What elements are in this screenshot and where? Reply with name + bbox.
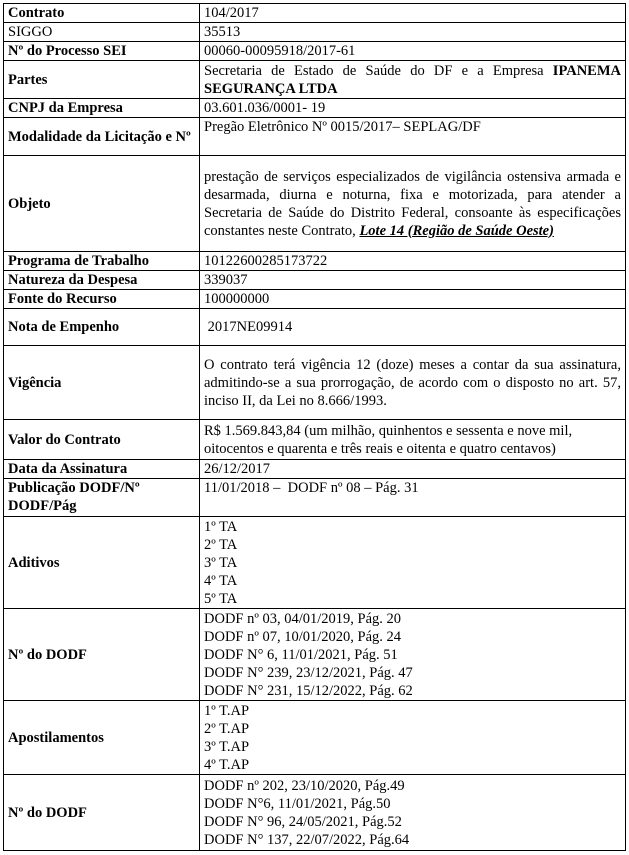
value-cnpj: 03.601.036/0001- 19: [200, 99, 626, 118]
label-apostilamentos: Apostilamentos: [4, 701, 200, 775]
value-empenho: 2017NE09914: [200, 309, 626, 346]
value-dodf-apostilamentos: [200, 775, 626, 851]
value-processo: 00060-00095918/2017-61: [200, 42, 626, 61]
value-siggo: 35513: [200, 23, 626, 42]
label-natureza: Natureza da Despesa: [4, 271, 200, 290]
value-partes: [200, 61, 626, 99]
row-objeto: [4, 156, 626, 252]
aditivo-item: 3º TA: [204, 554, 238, 571]
dodf-aditivo-item: DODF nº 03, 04/01/2019, Pág. 20: [204, 610, 402, 627]
apostilamento-item: 4º T.AP: [204, 756, 250, 773]
dodf-aditivo-item: DODF nº 07, 10/01/2020, Pág. 24: [204, 628, 402, 645]
label-programa: Programa de Trabalho: [4, 252, 200, 271]
label-dodf-apostilamentos: Nº do DODF: [4, 775, 200, 851]
row-fonte: [4, 290, 626, 309]
value-data-assinatura: 26/12/2017: [200, 460, 626, 479]
row-programa: [4, 252, 626, 271]
dodf-apostilamento-item: DODF nº 202, 23/10/2020, Pág.49: [204, 777, 405, 794]
dodf-aditivo-item: DODF N° 239, 23/12/2021, Pág. 47: [204, 664, 413, 681]
label-partes: Partes: [4, 61, 200, 99]
value-objeto: [200, 156, 626, 252]
contract-table: [3, 3, 626, 851]
label-objeto: Objeto: [4, 156, 200, 252]
row-cnpj: [4, 99, 626, 118]
partes-company: IPANEMA SEGURANÇA LTDA: [204, 62, 621, 97]
objeto-lote: Lote 14 (Região de Saúde Oeste): [359, 222, 554, 239]
row-valor: [4, 420, 626, 460]
apostilamento-item: 2º T.AP: [204, 720, 250, 737]
label-modalidade: Modalidade da Licitação e Nº: [4, 118, 200, 156]
row-vigencia: [4, 346, 626, 420]
label-aditivos: Aditivos: [4, 517, 200, 609]
contract-summary: [3, 3, 625, 851]
value-aditivos: [200, 517, 626, 609]
dodf-apostilamento-item: DODF N°6, 11/01/2021, Pág.50: [204, 795, 391, 812]
dodf-apostilamento-item: DODF N° 137, 22/07/2022, Pág.64: [204, 831, 410, 848]
value-programa: 10122600285173722: [200, 252, 626, 271]
value-apostilamentos: [200, 701, 626, 775]
label-publicacao: Publicação DODF/Nº DODF/Pág: [4, 479, 200, 517]
dodf-aditivo-item: DODF N° 6, 11/01/2021, Pág. 51: [204, 646, 398, 663]
value-contrato: 104/2017: [200, 4, 626, 23]
row-publicacao: [4, 479, 626, 517]
row-partes: [4, 61, 626, 99]
row-dodf-apostilamentos: [4, 775, 626, 851]
row-contrato: [4, 4, 626, 23]
label-processo: Nº do Processo SEI: [4, 42, 200, 61]
value-dodf-aditivos: [200, 609, 626, 701]
partes-text: Secretaria de Estado de Saúde do DF e a Empresa: [204, 62, 553, 79]
apostilamento-item: 1º T.AP: [204, 702, 250, 719]
row-dodf-aditivos: [4, 609, 626, 701]
dodf-aditivo-item: DODF N° 231, 15/12/2022, Pág. 62: [204, 682, 413, 699]
row-apostilamentos: [4, 701, 626, 775]
label-vigencia: Vigência: [4, 346, 200, 420]
aditivo-item: 2º TA: [204, 536, 238, 553]
value-fonte: 100000000: [200, 290, 626, 309]
label-valor: Valor do Contrato: [4, 420, 200, 460]
row-natureza: [4, 271, 626, 290]
apostilamento-item: 3º T.AP: [204, 738, 250, 755]
row-data-assinatura: [4, 460, 626, 479]
label-contrato: Contrato: [4, 4, 200, 23]
value-valor: R$ 1.569.843,84 (um milhão, quinhentos e sessenta e nove mil, oitocentos e quarenta e três reais e oitenta e quatro centavos): [200, 420, 626, 460]
aditivo-item: 5º TA: [204, 590, 238, 607]
label-cnpj: CNPJ da Empresa: [4, 99, 200, 118]
aditivo-item: 4º TA: [204, 572, 238, 589]
value-publicacao: 11/01/2018 – DODF nº 08 – Pág. 31: [200, 479, 626, 517]
objeto-text: prestação de serviços especializados de vigilância ostensiva armada e desarmada, diurna e noturna, fixa e motorizada, para atender a Secretaria de Saúde do Distrito Federal, consoante às especificações constantes neste Contrato,: [204, 168, 621, 239]
value-natureza: 339037: [200, 271, 626, 290]
row-empenho: [4, 309, 626, 346]
dodf-apostilamento-item: DODF N° 96, 24/05/2021, Pág.52: [204, 813, 402, 830]
row-siggo: [4, 23, 626, 42]
aditivo-item: 1º TA: [204, 518, 238, 535]
value-vigencia: O contrato terá vigência 12 (doze) meses a contar da sua assinatura, admitindo-se a sua prorrogação, de acordo com o disposto no art. 57, inciso II, da Lei no 8.666/1993.: [200, 346, 626, 420]
row-processo: [4, 42, 626, 61]
label-data-assinatura: Data da Assinatura: [4, 460, 200, 479]
label-fonte: Fonte do Recurso: [4, 290, 200, 309]
label-empenho: Nota de Empenho: [4, 309, 200, 346]
label-siggo: SIGGO: [4, 23, 200, 42]
row-modalidade: [4, 118, 626, 156]
value-modalidade: Pregão Eletrônico Nº 0015/2017– SEPLAG/DF: [200, 118, 626, 156]
label-dodf-aditivos: Nº do DODF: [4, 609, 200, 701]
row-aditivos: [4, 517, 626, 609]
